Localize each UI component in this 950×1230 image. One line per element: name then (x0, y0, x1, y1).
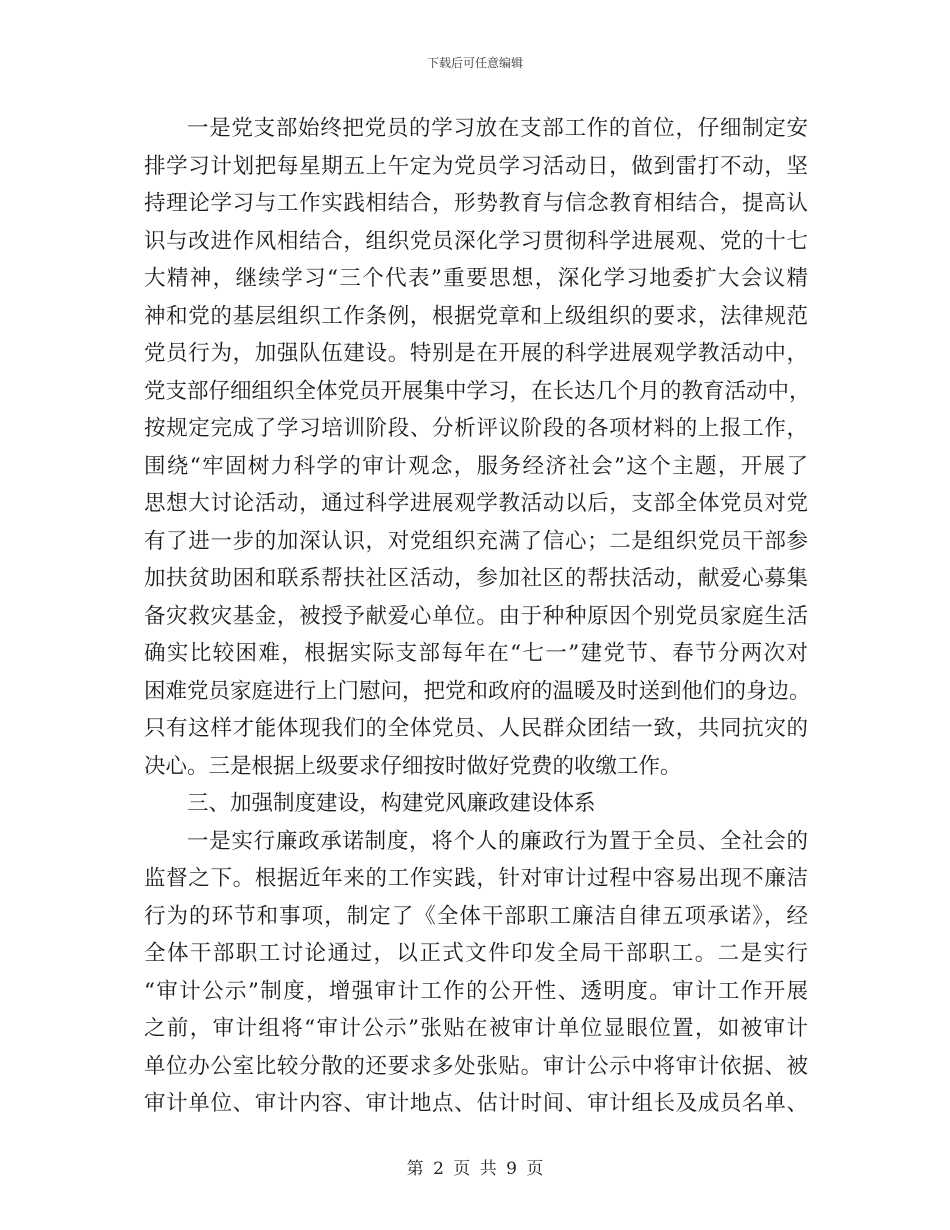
body-line: 只有这样才能体现我们的全体党员、人民群众团结一致，共同抗灾的 (144, 716, 808, 741)
body-line: 审计单位、审计内容、审计地点、估计时间、审计组长及成员名单、 (144, 1091, 808, 1116)
body-line: 思想大讨论活动，通过科学进展观学教活动以后，支部全体党员对党 (144, 491, 808, 516)
body-line: 有了进一步的加深认识，对党组织充满了信心；二是组织党员干部参 (144, 528, 808, 554)
body-line: 党员行为，加强队伍建设。特别是在开展的科学进展观学教活动中， (144, 341, 808, 366)
body-line: 决心。三是根据上级要求仔细按时做好党费的收缴工作。 (144, 753, 682, 779)
body-line: 加扶贫助困和联系帮扶社区活动，参加社区的帮扶活动，献爱心募集 (144, 566, 808, 591)
body-line: 一是实行廉政承诺制度，将个人的廉政行为置于全员、全社会的 (187, 828, 808, 854)
body-line: 困难党员家庭进行上门慰问，把党和政府的温暖及时送到他们的身边。 (144, 678, 811, 704)
body-line: 监督之下。根据近年来的工作实践，针对审计过程中容易出现不廉洁 (144, 866, 808, 891)
body-line: 备灾救灾基金，被授予献爱心单位。由于种种原因个别党员家庭生活 (144, 603, 808, 629)
body-line: 识与改进作风相结合，组织党员深化学习贯彻科学进展观、党的十七 (144, 228, 808, 254)
body-line: 党支部仔细组织全体党员开展集中学习，在长达几个月的教育活动中， (144, 378, 811, 404)
body-line: 全体干部职工讨论通过，以正式文件印发全局干部职工。二是实行 (144, 941, 808, 966)
body-line: 单位办公室比较分散的还要求多处张贴。审计公示中将审计依据、被 (144, 1053, 808, 1079)
page-header: 下载后可任意编辑 (426, 56, 523, 70)
document-body (144, 110, 811, 1123)
section-heading: 三、加强制度建设，构建党风廉政建设体系 (187, 791, 596, 816)
body-line: 一是党支部始终把党员的学习放在支部工作的首位，仔细制定安 (187, 116, 808, 141)
body-line: “审计公示”制度，增强审计工作的公开性、透明度。审计工作开展 (144, 978, 808, 1004)
body-line: 神和党的基层组织工作条例，根据党章和上级组织的要求，法律规范 (144, 303, 808, 329)
body-line: 排学习计划把每星期五上午定为党员学习活动日，做到雷打不动，坚 (144, 153, 808, 179)
body-line: 之前，审计组将“审计公示”张贴在被审计单位显眼位置，如被审计 (144, 1016, 808, 1041)
body-line: 确实比较困难，根据实际支部每年在“七一”建党节、春节分两次对 (144, 641, 808, 666)
page-number: 第 2 页 共 9 页 (406, 1159, 544, 1179)
body-line: 持理论学习与工作实践相结合，形势教育与信念教育相结合，提高认 (144, 191, 808, 216)
body-line: 大精神，继续学习“三个代表”重要思想，深化学习地委扩大会议精 (144, 266, 808, 291)
body-line: 围绕“牢固树力科学的审计观念，服务经济社会”这个主题，开展了 (144, 453, 808, 479)
body-line: 行为的环节和事项，制定了《全体干部职工廉洁自律五项承诺》，经 (144, 903, 808, 929)
body-line: 按规定完成了学习培训阶段、分析评议阶段的各项材料的上报工作， (144, 416, 808, 441)
